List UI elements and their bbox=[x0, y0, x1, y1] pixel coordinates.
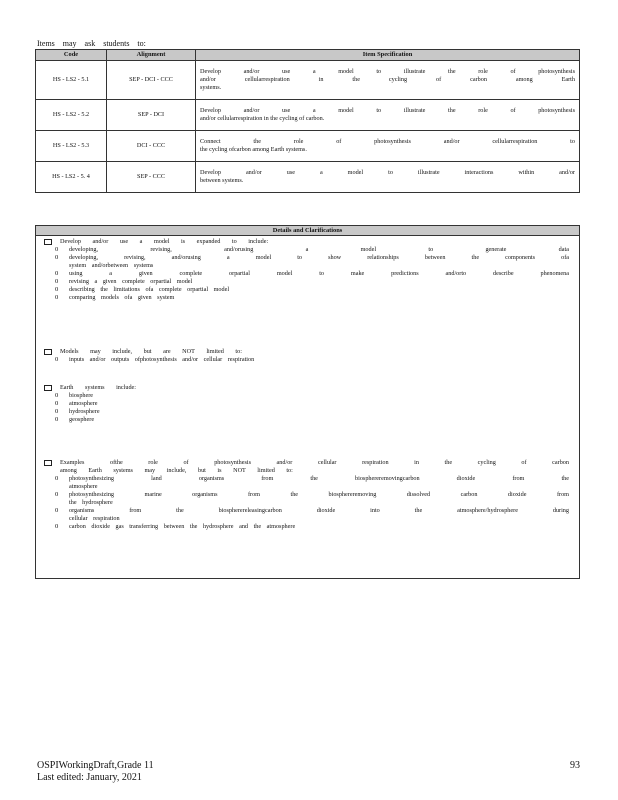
details-group-develop bbox=[44, 238, 569, 302]
circle-bullet-icon: 0 bbox=[55, 523, 59, 530]
list-item-continued: the hydrosphere bbox=[69, 499, 113, 506]
list-item: comparing models ofa given system bbox=[69, 294, 175, 301]
col-header-alignment: Alignment bbox=[107, 50, 196, 61]
table-row bbox=[36, 61, 580, 100]
spec-line: systems. bbox=[200, 84, 222, 91]
circle-bullet-icon: 0 bbox=[55, 392, 59, 399]
circle-bullet-icon: 0 bbox=[55, 254, 59, 261]
details-group-models bbox=[44, 348, 569, 364]
footer-doc-title: OSPIWorkingDraft,Grade 11 bbox=[37, 760, 154, 771]
list-item: photosynthesizing marine organisms from the biosphereremoving dissolved carbon dioxide from bbox=[69, 491, 569, 498]
table-row bbox=[36, 100, 580, 131]
circle-bullet-icon: 0 bbox=[55, 416, 59, 423]
spec-line: Connect the role of photosynthesis and/or cellularrespiration to bbox=[200, 138, 575, 145]
circle-bullet-icon: 0 bbox=[55, 286, 59, 293]
intro-text: Items may ask students to: bbox=[37, 39, 146, 48]
row-spec bbox=[196, 100, 580, 131]
row-alignment: DCI - CCC bbox=[107, 131, 196, 162]
row-code: HS - LS2 - 5.1 bbox=[36, 61, 107, 100]
list-item: developing, revising, and/orusing a model to show relationships between the components ofa bbox=[69, 254, 569, 261]
group-heading: Earth systems include: bbox=[60, 384, 137, 391]
row-alignment: SEP - CCC bbox=[107, 162, 196, 193]
square-bullet-icon bbox=[44, 460, 52, 466]
circle-bullet-icon: 0 bbox=[55, 278, 59, 285]
details-group-earth-systems bbox=[44, 384, 569, 424]
page-number: 93 bbox=[570, 760, 580, 771]
group-heading-continued: among Earth systems may include, but is NOT limited to: bbox=[60, 467, 293, 474]
table-row bbox=[36, 162, 580, 193]
list-item: geosphere bbox=[69, 416, 95, 423]
row-spec bbox=[196, 131, 580, 162]
row-code: HS - LS2 - 5.2 bbox=[36, 100, 107, 131]
spec-line: Develop and/or use a model to illustrate the role of photosynthesis bbox=[200, 68, 575, 75]
group-heading: Develop and/or use a model is expanded to include: bbox=[60, 238, 269, 245]
square-bullet-icon bbox=[44, 239, 52, 245]
list-item: organisms from the biospherereleasingcarbon dioxide into the atmosphere/hydrosphere during bbox=[69, 507, 569, 514]
circle-bullet-icon: 0 bbox=[55, 408, 59, 415]
circle-bullet-icon: 0 bbox=[55, 294, 59, 301]
circle-bullet-icon: 0 bbox=[55, 507, 59, 514]
details-clarifications-box bbox=[35, 225, 580, 579]
row-code: HS - LS2 - 5.3 bbox=[36, 131, 107, 162]
list-item: describing the limitations ofa complete orpartial model bbox=[69, 286, 230, 293]
list-item: atmosphere bbox=[69, 400, 98, 407]
row-spec bbox=[196, 162, 580, 193]
circle-bullet-icon: 0 bbox=[55, 400, 59, 407]
list-item-continued: system and/orbetween systems bbox=[69, 262, 154, 269]
table-row bbox=[36, 131, 580, 162]
square-bullet-icon bbox=[44, 349, 52, 355]
list-item: developing, revising, and/orusing a model to generate data bbox=[69, 246, 569, 253]
spec-line: Develop and/or use a model to illustrate the role of photosynthesis bbox=[200, 107, 575, 114]
list-item-continued: atmosphere bbox=[69, 483, 98, 490]
list-item: using a given complete orpartial model to make predictions and/orto describe phenomena bbox=[69, 270, 569, 277]
spec-line: and/or cellularrespiration in the cycling of carbon among Earth bbox=[200, 76, 575, 83]
list-item: photosynthesizing land organisms from the biosphereremovingcarbon dioxide from the bbox=[69, 475, 569, 482]
list-item: revising a given complete orpartial model bbox=[69, 278, 193, 285]
row-alignment: SEP - DCI - CCC bbox=[107, 61, 196, 100]
circle-bullet-icon: 0 bbox=[55, 270, 59, 277]
group-heading: Examples ofthe role of photosynthesis and/or cellular respiration in the cycling of carbon bbox=[60, 459, 569, 466]
footer-last-edited: Last edited: January, 2021 bbox=[37, 772, 142, 783]
col-header-spec: Item Specification bbox=[196, 50, 580, 61]
group-heading: Models may include, but are NOT limited to: bbox=[60, 348, 242, 355]
item-spec-table bbox=[35, 49, 580, 193]
list-item-continued: cellular respiration bbox=[69, 515, 120, 522]
circle-bullet-icon: 0 bbox=[55, 356, 59, 363]
square-bullet-icon bbox=[44, 385, 52, 391]
details-group-examples bbox=[44, 459, 569, 531]
row-code: HS - LS2 - 5. 4 bbox=[36, 162, 107, 193]
circle-bullet-icon: 0 bbox=[55, 491, 59, 498]
list-item: carbon dioxide gas transferring between the hydrosphere and the atmosphere bbox=[69, 523, 296, 530]
row-alignment: SEP - DCI bbox=[107, 100, 196, 131]
details-header: Details and Clarifications bbox=[36, 226, 579, 236]
list-item: inputs and/or outputs ofphotosynthesis and/or cellular respiration bbox=[69, 356, 255, 363]
circle-bullet-icon: 0 bbox=[55, 475, 59, 482]
row-spec bbox=[196, 61, 580, 100]
footer-info bbox=[37, 760, 154, 784]
spec-line: between systems. bbox=[200, 177, 244, 184]
list-item: hydrosphere bbox=[69, 408, 100, 415]
spec-line: and/or cellularrespiration in the cycling of carbon. bbox=[200, 115, 325, 122]
col-header-code: Code bbox=[36, 50, 107, 61]
list-item: biosphere bbox=[69, 392, 94, 399]
spec-line: the cycling ofcarbon among Earth systems. bbox=[200, 146, 307, 153]
circle-bullet-icon: 0 bbox=[55, 246, 59, 253]
spec-line: Develop and/or use a model to illustrate interactions within and/or bbox=[200, 169, 575, 176]
